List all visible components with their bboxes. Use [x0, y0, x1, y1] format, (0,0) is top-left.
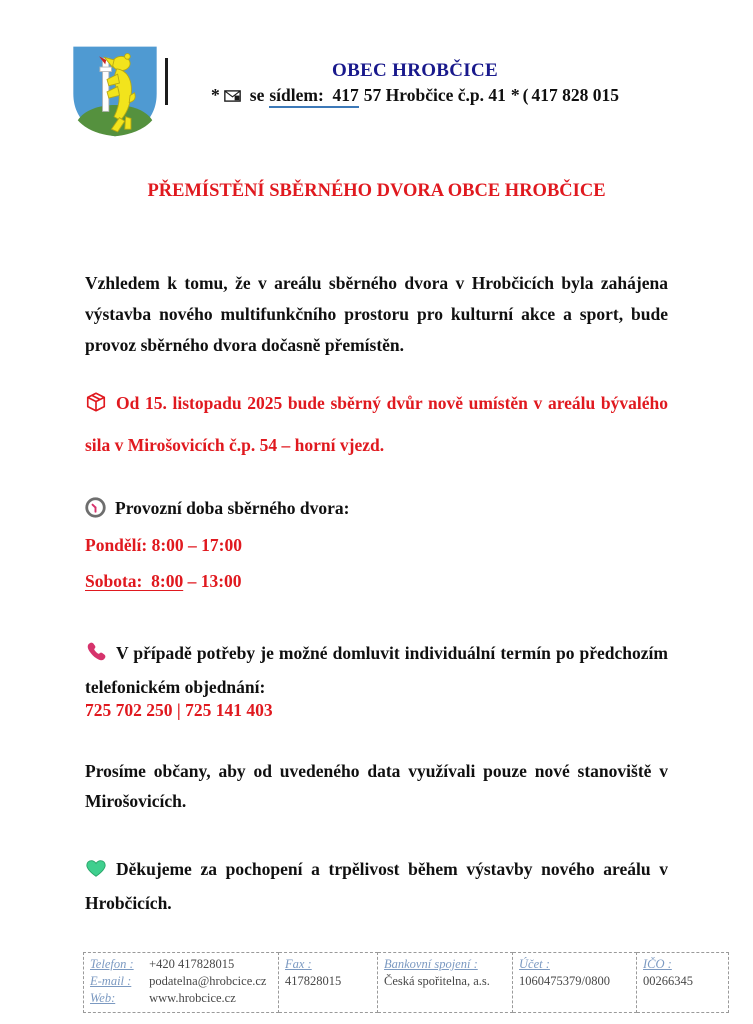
fax-label: Fax : — [285, 957, 312, 971]
hours-saturday — [85, 571, 668, 592]
telefon-label: Telefon : — [90, 957, 134, 971]
hours-saturday-underlined: Sobota: 8:00 — [85, 570, 184, 591]
email-label: E-mail : — [90, 974, 132, 988]
thanks-text: Děkujeme za pochopení a trpělivost během výstavby nového areálu v Hrobčicích. — [85, 858, 668, 913]
footer-cell-bank — [378, 953, 513, 1013]
hrobcice-coat-of-arms-icon — [67, 44, 163, 138]
ico-label: IČO : — [643, 957, 672, 971]
footer-cell-contact — [84, 953, 279, 1013]
header-divider-bar — [165, 58, 168, 105]
intro-paragraph: Vzhledem k tomu, že v areálu sběrného dvora v Hrobčicích byla zahájena výstavba nového multifunkčního prostoru pro kulturní akce a sport, bude provoz sběrného dvora dočasně přemístěn. — [85, 272, 668, 355]
footer-row-email — [90, 973, 272, 990]
hours-saturday-rest: – 13:00 — [183, 570, 242, 591]
footer-cell-account — [513, 953, 637, 1013]
clock-icon — [85, 497, 106, 523]
letterhead — [178, 60, 652, 107]
request-paragraph: Prosíme občany, aby od uvedeného data využívali pouze nové stanoviště v Mirošovicích. — [85, 760, 668, 811]
web-value: www.hrobcice.cz — [149, 991, 236, 1005]
bank-value: Česká spořitelna, a.s. — [384, 974, 490, 988]
footer-row-telefon — [90, 956, 272, 973]
web-label: Web: — [90, 991, 116, 1005]
relocation-text: Od 15. listopadu 2025 bude sběrný dvůr nově umístěn v areálu bývalého sila v Mirošovicích č.p. 54 – horní vjezd. — [85, 392, 668, 455]
footer-cell-fax — [279, 953, 378, 1013]
account-value: 1060475379/0800 — [519, 974, 610, 988]
org-address-line — [178, 85, 652, 107]
asterisk: * — [211, 85, 220, 105]
phone-text: V případě potřeby je možné domluvit individuální termín po předchozím telefonickém objednání: — [85, 642, 668, 697]
green-heart-icon — [85, 857, 107, 888]
footer-contact-table — [83, 952, 729, 1013]
addr-mid: 57 Hrobčice č.p. 41 — [363, 85, 506, 105]
hours-monday: Pondělí: 8:00 – 17:00 — [85, 534, 243, 555]
org-phone-number: 417 828 015 — [531, 85, 619, 105]
footer-row-web — [90, 990, 272, 1007]
fax-value: 417828015 — [285, 974, 342, 988]
phone-numbers: 725 702 250 | 725 141 403 — [85, 699, 273, 720]
envelope-icon — [224, 86, 241, 106]
hours-heading — [85, 497, 668, 523]
phone-paragraph — [85, 638, 668, 702]
addr-se: se — [249, 85, 265, 105]
email-value: podatelna@hrobcice.cz — [149, 974, 267, 988]
ico-value: 00266345 — [643, 974, 693, 988]
package-icon — [85, 388, 107, 426]
account-label: Účet : — [519, 957, 550, 971]
bank-label: Bankovní spojení : — [384, 957, 478, 971]
relocation-paragraph — [85, 384, 668, 464]
telephone-glyph-icon: ( — [522, 85, 529, 105]
thanks-paragraph — [85, 854, 668, 918]
page-title: PŘEMÍSTĚNÍ SBĚRNÉHO DVORA OBCE HROBČICE — [147, 181, 606, 201]
phone-icon — [85, 641, 107, 672]
org-name: OBEC HROBČICE — [332, 60, 498, 81]
footer-cell-ico — [637, 953, 729, 1013]
hours-heading-text: Provozní doba sběrného dvora: — [115, 497, 350, 518]
asterisk: * — [510, 85, 520, 105]
addr-sidlem-underlined: sídlem: 417 — [269, 85, 358, 108]
telefon-value: +420 417828015 — [149, 957, 235, 971]
